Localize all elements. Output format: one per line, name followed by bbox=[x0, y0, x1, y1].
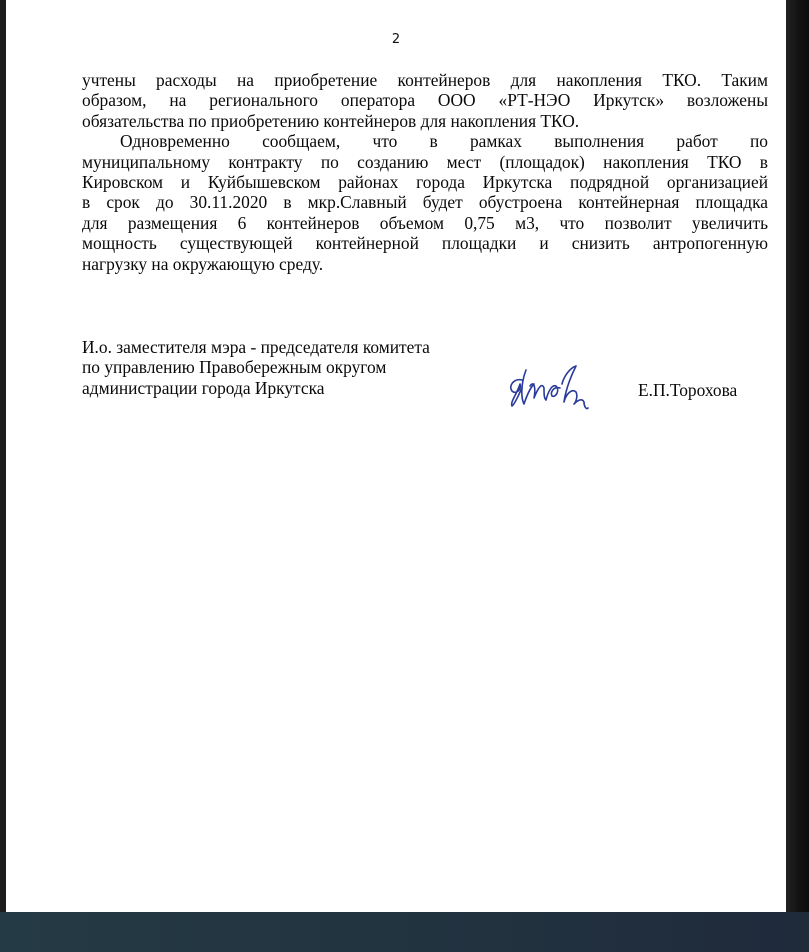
text-line: учтены расходы на приобретение контейнеров для накопления ТКО. Таким bbox=[82, 70, 768, 90]
scan-right-edge bbox=[786, 0, 809, 912]
paragraph-2 bbox=[82, 131, 768, 274]
signer-name: Е.П.Торохова bbox=[638, 380, 738, 400]
text-line: обязательства по приобретению контейнеров для накопления ТКО. bbox=[82, 110, 580, 131]
text-line: Кировском и Куйбышевском районах города Иркутска подрядной организацией bbox=[82, 172, 768, 193]
signature-stroke bbox=[562, 366, 588, 409]
signatory-title-line: И.о. заместителя мэра - председателя комитета bbox=[82, 337, 430, 357]
text-line: муниципальному контракту по созданию мест (площадок) накопления ТКО в bbox=[82, 151, 768, 172]
paragraph-1 bbox=[82, 70, 768, 131]
text-line: для размещения 6 контейнеров объемом 0,75 м3, что позволит увеличить bbox=[82, 212, 768, 233]
signatory-title bbox=[82, 337, 430, 398]
text-line: образом, на регионального оператора ООО «РТ-НЭО Иркутск» возложены bbox=[82, 90, 768, 111]
handwritten-signature bbox=[500, 358, 605, 418]
page-number: 2 bbox=[391, 32, 401, 47]
signature-stroke bbox=[511, 380, 522, 406]
text-line: мощность существующей контейнерной площадки и снизить антропогенную bbox=[82, 233, 768, 254]
signature-stroke bbox=[530, 384, 560, 400]
text-line: Одновременно сообщаем, что в рамках выполнения работ по bbox=[120, 131, 768, 152]
signature-stroke bbox=[522, 370, 534, 404]
letter-body bbox=[82, 70, 768, 274]
text-line: в срок до 30.11.2020 в мкр.Славный будет обустроена контейнерная площадка bbox=[82, 192, 768, 213]
text-line: нагрузку на окружающую среду. bbox=[82, 253, 324, 274]
viewer-bottom-band bbox=[0, 912, 809, 952]
signatory-title-line: по управлению Правобережным округом bbox=[82, 357, 387, 378]
signatory-title-line: администрации города Иркутска bbox=[82, 377, 325, 398]
